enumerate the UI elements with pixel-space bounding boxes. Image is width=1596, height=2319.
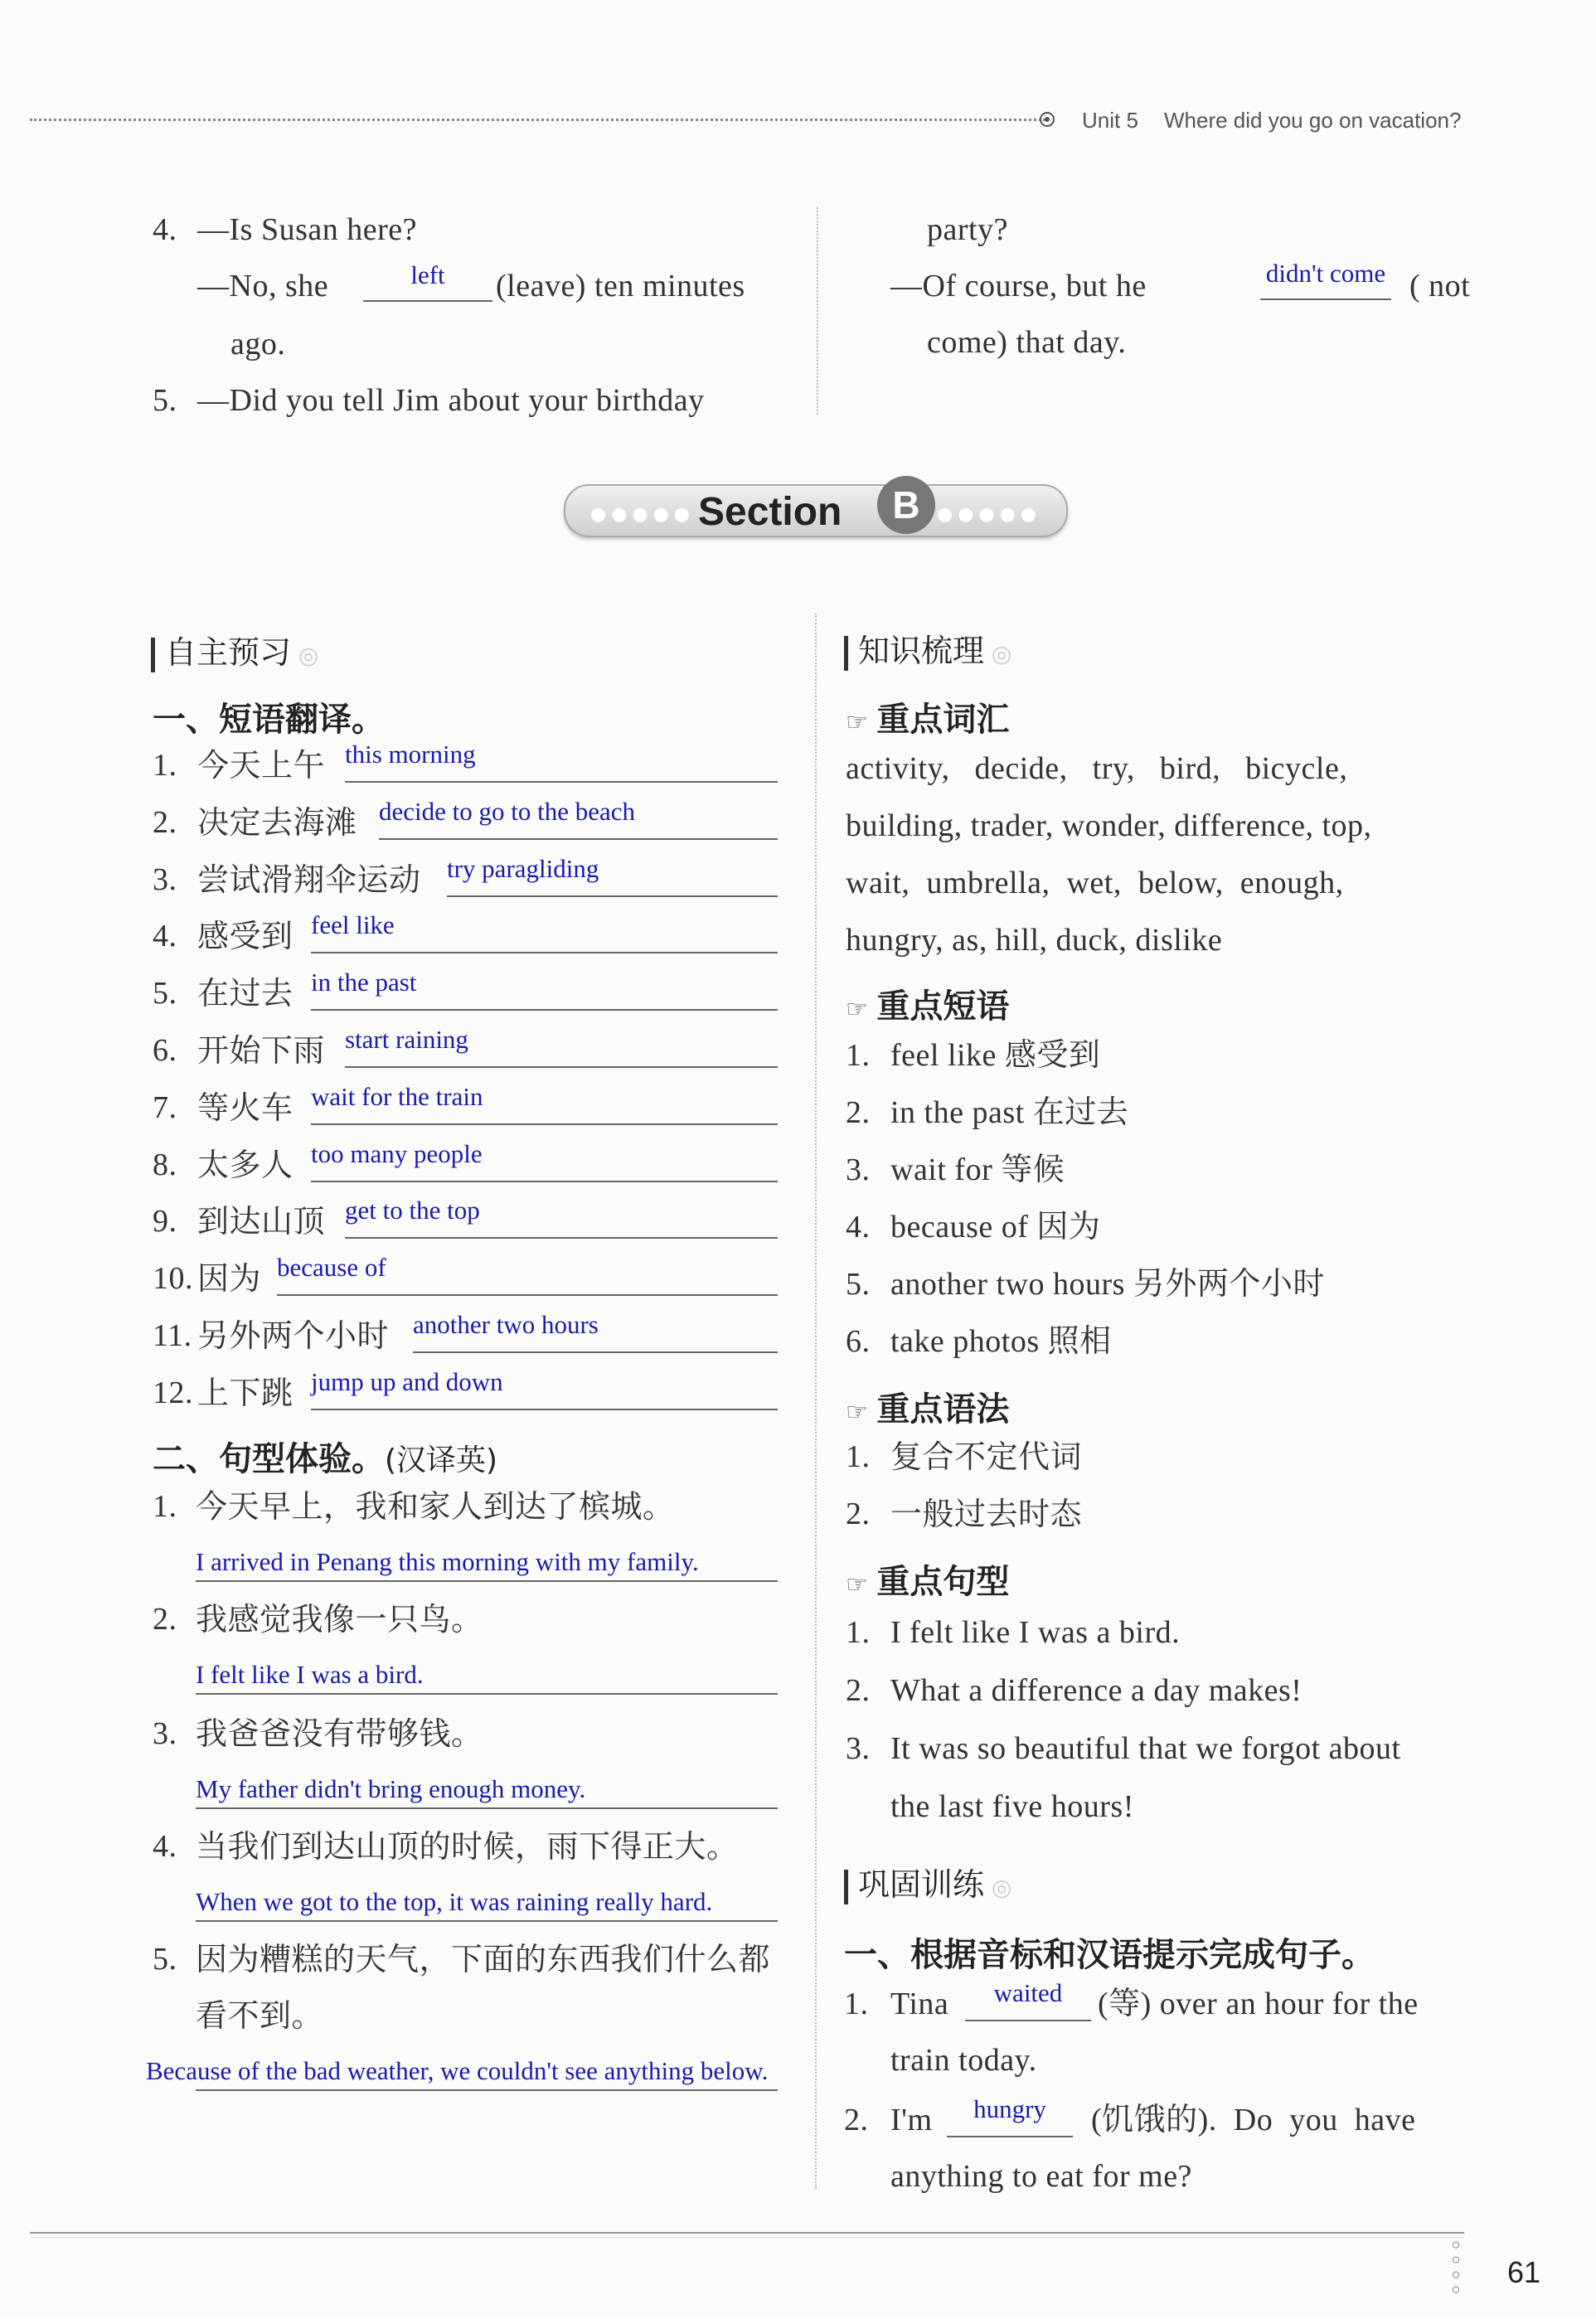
phrase-answer: wait for the train [311, 1082, 483, 1111]
practice-text-c: anything to eat for me? [890, 2159, 1192, 2194]
pattern-heading [846, 1555, 1009, 1603]
practice-text-b: (饥饿的). Do you have [1091, 2103, 1416, 2137]
practice-text-a: Tina [890, 1987, 949, 2021]
part2-title-text: 二、句型体验。 [153, 1440, 385, 1478]
header-bullet-icon [1040, 112, 1055, 127]
key-phrase-text: because of 因为 [890, 1210, 1101, 1244]
phrase-answer-blank[interactable] [345, 1023, 778, 1068]
banner-dots-left: ●●●●● [590, 504, 695, 525]
section-letter: B [877, 476, 935, 534]
phrase-num: 11. [153, 1318, 192, 1353]
key-phrase-num: 3. [846, 1152, 871, 1187]
phrase-answer-blank[interactable] [311, 1366, 778, 1410]
knowledge-title: 知识梳理 [858, 633, 985, 669]
pattern-text: What a difference a day makes! [890, 1673, 1303, 1708]
sentence-answer: My father didn't bring enough money. [196, 1774, 586, 1803]
grammar-text: 复合不定代词 [890, 1438, 1083, 1475]
phrase-answer-blank[interactable] [311, 1138, 778, 1182]
phrase-heading [846, 980, 1009, 1027]
sentence-answer: I felt like I was a bird. [196, 1660, 424, 1689]
key-phrase-text: feel like 感受到 [890, 1038, 1101, 1073]
phrase-chinese: 尝试滑翔伞运动 [197, 861, 421, 898]
sentence-num: 2. [153, 1602, 177, 1637]
phrase-chinese: 开始下雨 [197, 1032, 326, 1069]
key-phrase-num: 4. [846, 1210, 871, 1244]
phrase-num: 1. [153, 748, 177, 783]
part2-note: (汉译英) [385, 1443, 498, 1477]
header-dotted-rule [30, 119, 1045, 121]
phrase-num: 7. [153, 1090, 177, 1125]
phrase-num: 3. [153, 862, 177, 897]
pattern-num: 1. [846, 1615, 871, 1650]
sentence-chinese: 当我们到达山顶的时候，雨下得正大。 [196, 1828, 739, 1865]
key-phrase-text: take photos 照相 [890, 1324, 1112, 1359]
column-divider-top [817, 207, 818, 415]
phrase-answer-blank[interactable] [277, 1251, 778, 1296]
phrase-chinese: 到达山顶 [197, 1203, 326, 1240]
key-phrase-num: 5. [846, 1267, 871, 1302]
phrase-answer: in the past [311, 968, 417, 997]
phrase-answer-blank[interactable] [379, 795, 778, 840]
q5-line3a: —Of course, but he [890, 269, 1147, 303]
vocab-line: hungry, as, hill, duck, dislike [846, 923, 1223, 958]
key-phrase-text: in the past 在过去 [890, 1095, 1129, 1130]
key-phrase-text: another two hours 另外两个小时 [890, 1267, 1325, 1302]
sentence-answer: I arrived in Penang this morning with my family. [196, 1547, 699, 1576]
phrase-answer: try paragliding [447, 854, 599, 883]
page-number: 61 [1507, 2255, 1541, 2289]
vocab-title: 重点词汇 [876, 701, 1010, 739]
phrase-answer-blank[interactable] [311, 966, 778, 1011]
pattern-text-cont: the last five hours! [890, 1789, 1134, 1824]
grammar-num: 1. [846, 1439, 871, 1474]
q5-answer-blank[interactable] [1260, 259, 1391, 300]
phrase-answer-blank[interactable] [311, 1080, 778, 1125]
phrase-answer: start raining [345, 1025, 468, 1054]
phrase-answer: decide to go to the beach [379, 797, 636, 826]
pattern-text: I felt like I was a bird. [890, 1615, 1181, 1650]
vocab-line: wait, umbrella, wet, below, enough, [846, 866, 1344, 900]
header-unit: Unit 5 [1082, 108, 1138, 133]
phrase-answer-blank[interactable] [447, 852, 778, 897]
phrase-chinese: 太多人 [197, 1147, 293, 1183]
footer-circles: ○ ○ ○ ○ [1451, 2236, 1461, 2297]
sentence-chinese: 因为糟糕的天气，下面的东西我们什么都 [196, 1941, 771, 1977]
practice-text-b: (等) over an hour for the [1098, 1987, 1419, 2021]
phrase-num: 10. [153, 1261, 193, 1296]
phrase-answer-blank[interactable] [345, 738, 778, 783]
phrase-chinese: 感受到 [197, 918, 293, 954]
phrase-chinese: 在过去 [197, 975, 293, 1012]
pattern-text: It was so beautiful that we forgot about [890, 1731, 1401, 1766]
q4-num: 4. [153, 212, 177, 247]
q4-line1: —Is Susan here? [197, 212, 417, 247]
practice-heading: 巩固训练 ◎ [844, 1859, 1011, 1904]
section-label: Section [698, 490, 842, 534]
sentence-chinese: 我感觉我像一只鸟。 [196, 1601, 483, 1637]
pointer-icon: ☞ [846, 995, 877, 1024]
practice-title: 巩固训练 [858, 1866, 985, 1903]
phrase-answer: feel like [311, 910, 395, 939]
phrase-chinese: 等火车 [197, 1089, 293, 1126]
part1-title: 一、短语翻译。 [153, 701, 385, 739]
grammar-text: 一般过去时态 [890, 1496, 1083, 1532]
sentence-answer: Because of the bad weather, we couldn't see anything below. [146, 2056, 769, 2085]
preview-title: 自主预习 [165, 634, 292, 671]
q5-num: 5. [153, 383, 177, 418]
phrase-answer-blank[interactable] [345, 1194, 778, 1239]
pointer-icon: ☞ [846, 1398, 877, 1427]
q5-line1: —Did you tell Jim about your birthday [197, 383, 705, 418]
phrase-answer: get to the top [345, 1196, 480, 1225]
phrase-answer: this morning [345, 740, 476, 769]
q5-line4: come) that day. [927, 325, 1127, 360]
sentence-num: 5. [153, 1942, 177, 1977]
practice-answer: waited [993, 1978, 1063, 2007]
pointer-icon: ☞ [846, 1570, 877, 1599]
grammar-heading [846, 1383, 1009, 1430]
phrase-chinese: 上下跳 [197, 1375, 293, 1411]
key-phrase-text: wait for 等候 [890, 1152, 1065, 1187]
phrase-chinese: 今天上午 [197, 747, 326, 784]
column-divider-main [815, 614, 817, 2189]
practice-answer: hungry [973, 2094, 1046, 2123]
pattern-num: 3. [846, 1731, 871, 1766]
q4-line2a: —No, she [197, 269, 329, 303]
vocab-line: building, trader, wonder, difference, top, [846, 808, 1372, 843]
sentence-num: 1. [153, 1489, 177, 1524]
q4-answer-blank[interactable] [363, 260, 492, 302]
phrase-num: 12. [153, 1375, 193, 1410]
sentence-chinese: 我爸爸没有带够钱。 [196, 1715, 483, 1752]
phrase-num: 8. [153, 1147, 177, 1182]
part2-title [153, 1433, 497, 1480]
pointer-icon: ☞ [846, 708, 877, 737]
practice-part1-title: 一、根据音标和汉语提示完成句子。 [844, 1936, 1375, 1974]
sentence-num: 3. [153, 1716, 177, 1751]
q4-line3: ago. [230, 327, 286, 361]
phrase-answer: another two hours [413, 1310, 599, 1339]
key-phrase-num: 2. [846, 1095, 871, 1130]
sentence-num: 4. [153, 1829, 177, 1864]
sentence-chinese-cont: 看不到。 [196, 1997, 324, 2034]
phrase-num: 6. [153, 1033, 177, 1068]
phrase-num: 9. [153, 1204, 177, 1239]
q5-line3b: ( not [1409, 269, 1471, 303]
pattern-num: 2. [846, 1673, 871, 1708]
phrase-answer: because of [277, 1253, 386, 1282]
sentence-answer: When we got to the top, it was raining really hard. [196, 1887, 713, 1916]
pattern-title: 重点句型 [876, 1563, 1010, 1601]
phrase-answer-blank[interactable] [311, 909, 778, 953]
practice-num: 2. [844, 2103, 869, 2137]
preview-heading: 自主预习 ◎ [151, 627, 318, 672]
phrase-num: 2. [153, 805, 177, 840]
key-phrase-num: 6. [846, 1324, 871, 1359]
phrase-answer: jump up and down [311, 1367, 503, 1396]
knowledge-heading: 知识梳理 ◎ [844, 625, 1011, 671]
phrase-title: 重点短语 [876, 987, 1010, 1026]
phrase-num: 5. [153, 976, 177, 1011]
sentence-chinese: 今天早上，我和家人到达了槟城。 [196, 1488, 675, 1525]
vocab-line: activity, decide, try, bird, bicycle, [846, 751, 1348, 786]
practice-text-c: train today. [890, 2043, 1037, 2078]
practice-answer-blank[interactable] [965, 1978, 1091, 2021]
phrase-chinese: 决定去海滩 [197, 804, 357, 841]
footer-rule-shadow [30, 2237, 1464, 2238]
grammar-num: 2. [846, 1497, 871, 1531]
practice-num: 1. [844, 1987, 869, 2021]
phrase-num: 4. [153, 919, 177, 953]
key-phrase-num: 1. [846, 1038, 871, 1073]
practice-answer-blank[interactable] [947, 2094, 1073, 2137]
phrase-answer-blank[interactable] [413, 1308, 778, 1353]
q4-line2b: (leave) ten minutes [496, 269, 745, 303]
section-banner [564, 484, 1068, 537]
grammar-title: 重点语法 [876, 1390, 1010, 1429]
vocab-heading [846, 693, 1009, 740]
phrase-chinese: 因为 [197, 1260, 262, 1297]
q5-line2: party? [927, 212, 1008, 247]
phrase-chinese: 另外两个小时 [197, 1317, 390, 1354]
q4-answer: left [410, 260, 445, 289]
practice-text-a: I'm [890, 2103, 933, 2137]
header-title: Where did you go on vacation? [1164, 108, 1462, 133]
phrase-answer: too many people [311, 1139, 483, 1168]
banner-dots-right: ●●●●● [937, 504, 1041, 525]
q5-answer: didn't come [1265, 259, 1386, 288]
footer-rule [30, 2232, 1464, 2234]
